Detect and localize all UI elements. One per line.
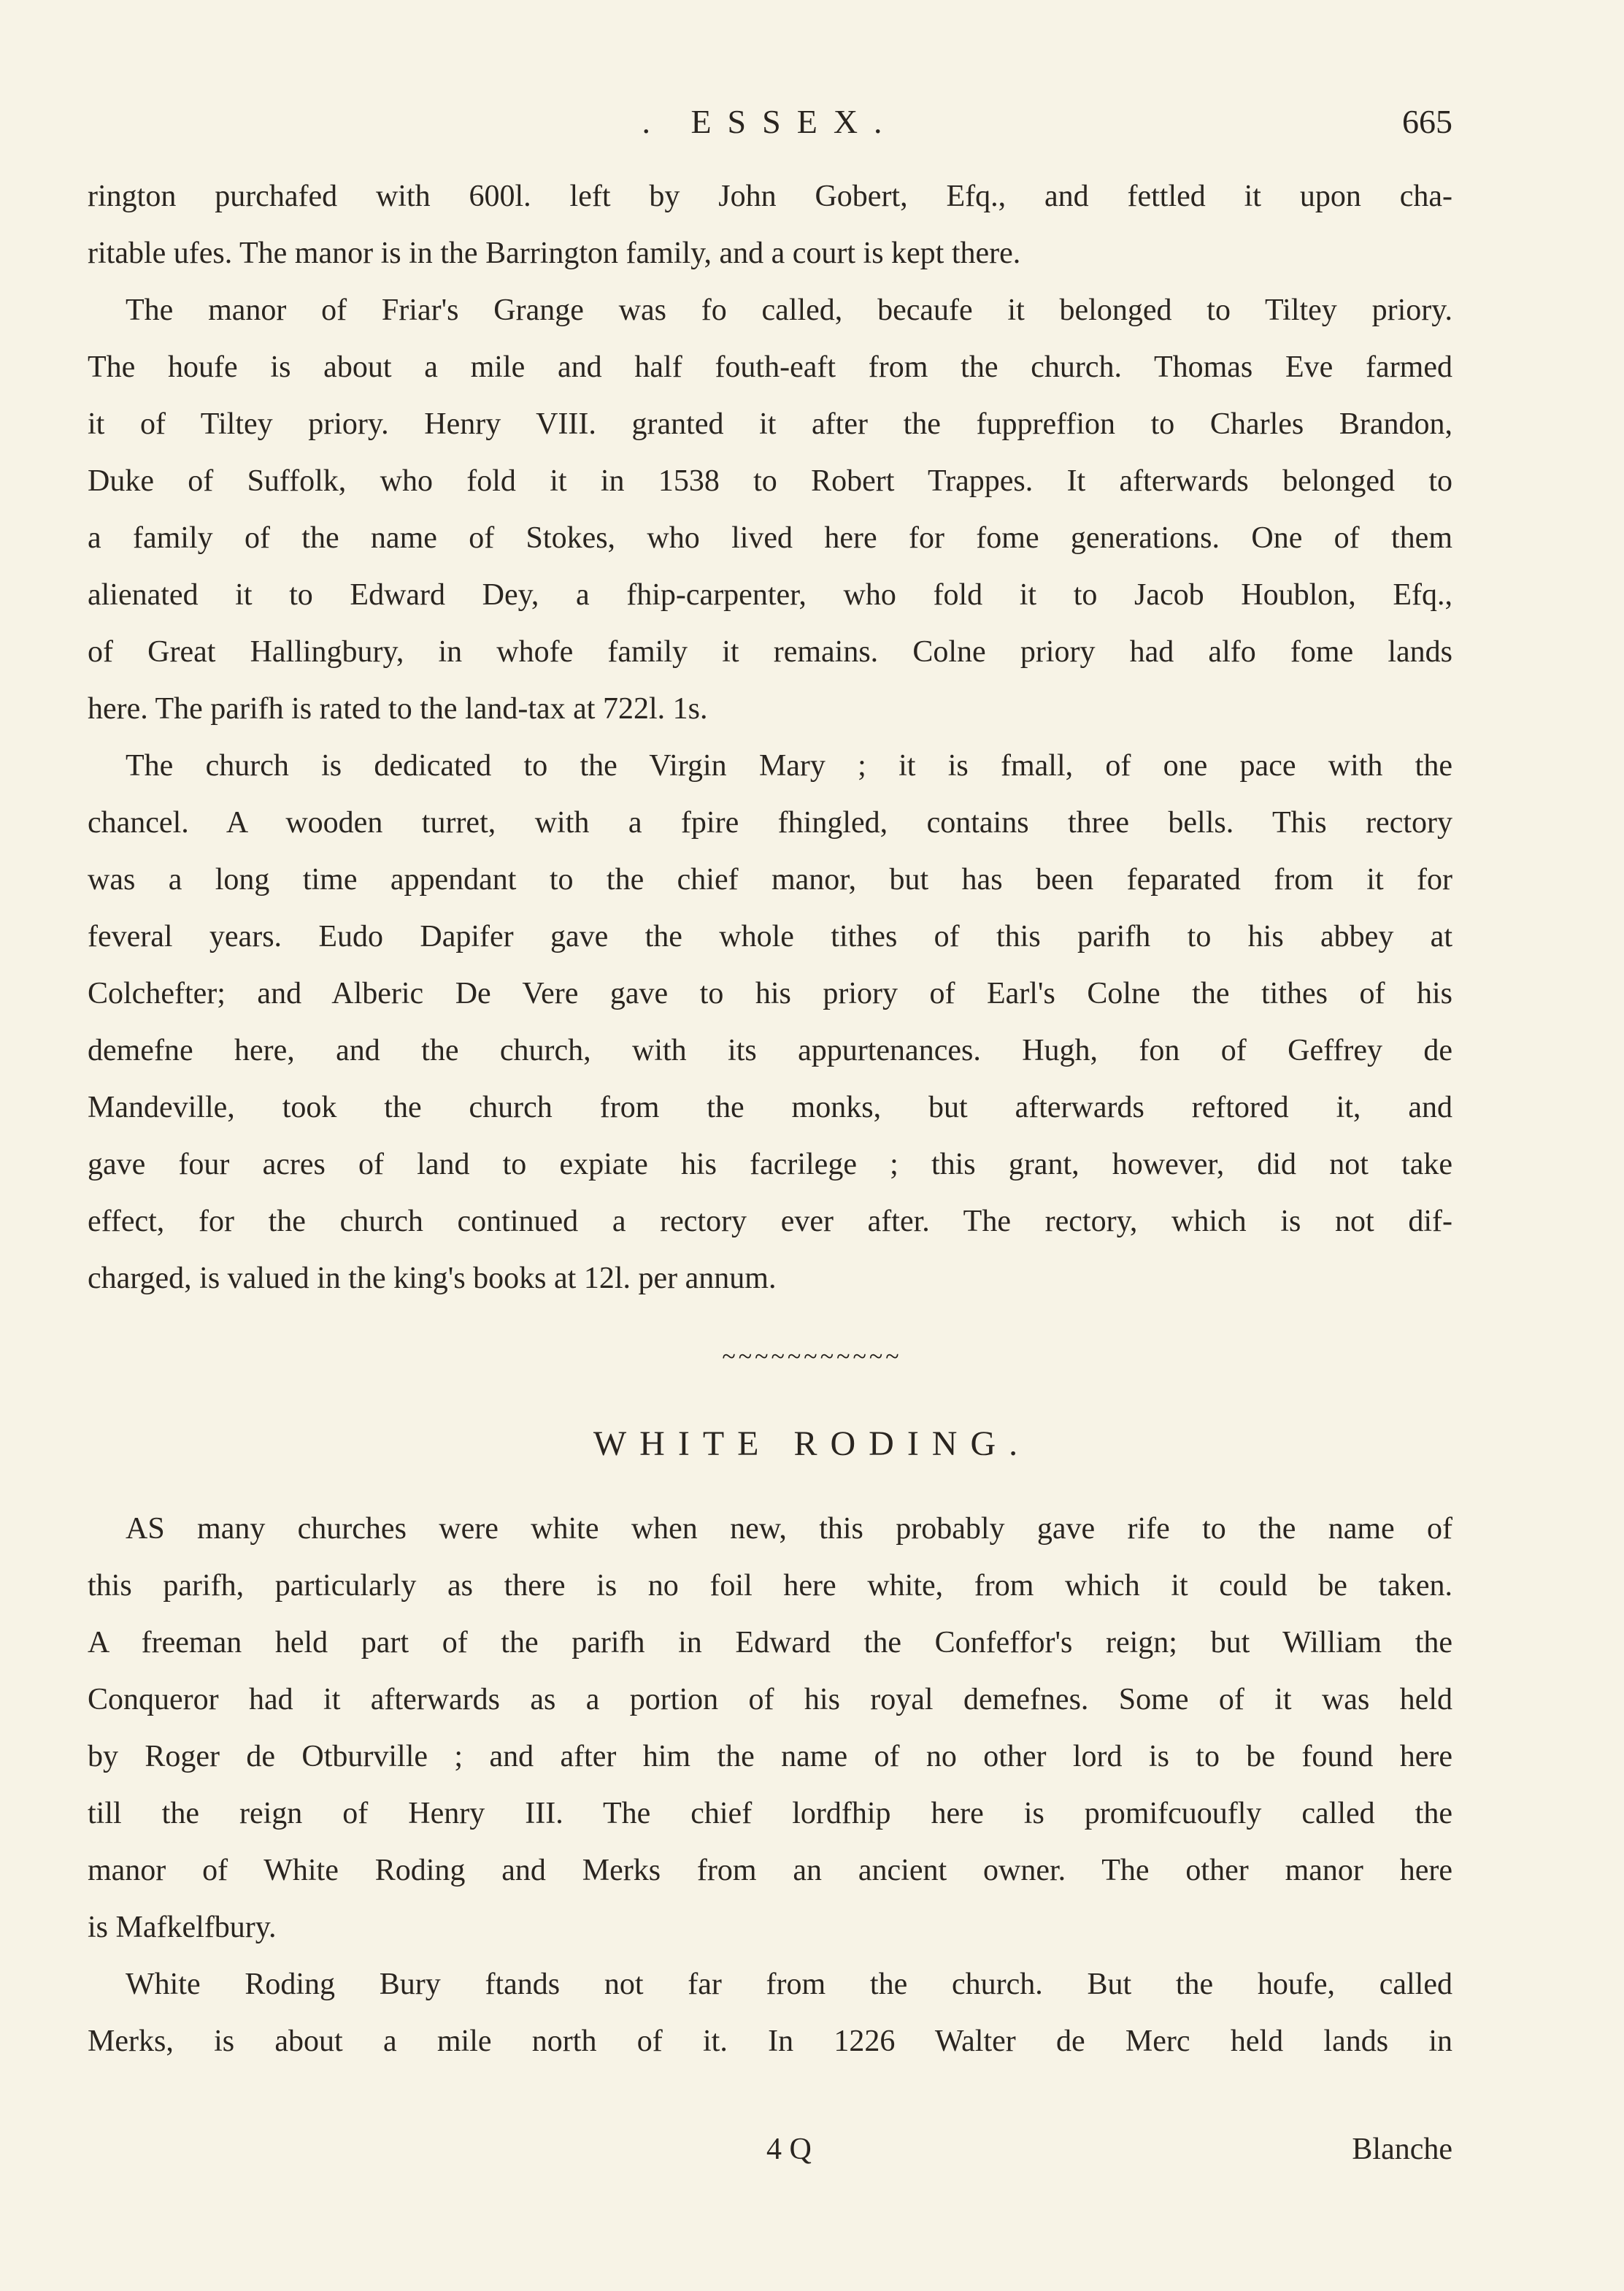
text-line: manor of White Roding and Merks from an ancient owner. The other manor here	[88, 1854, 1452, 1887]
text-line: chancel. A wooden turret, with a fpire fhingled, contains three bells. This rectory	[88, 806, 1452, 840]
text-line: The houfe is about a mile and half fouth-eaft from the church. Thomas Eve farmed	[88, 350, 1452, 384]
text-line: a family of the name of Stokes, who lived here for fome generations. One of them	[88, 521, 1452, 555]
text-line: AS many churches were white when new, this probably gave rife to the name of	[126, 1512, 1452, 1546]
text-line: rington purchafed with 600l. left by John Gobert, Efq., and fettled it upon cha-	[88, 180, 1452, 213]
text-line: by Roger de Otburville ; and after him the name of no other lord is to be found here	[88, 1740, 1452, 1773]
text-line: ritable ufes. The manor is in the Barrington family, and a court is kept there.	[88, 237, 1021, 270]
section-divider-ornament: ~~~~~~~~~~~	[722, 1343, 902, 1370]
text-line: Duke of Suffolk, who fold it in 1538 to Robert Trappes. It afterwards belonged to	[88, 464, 1452, 498]
signature-mark: 4 Q	[766, 2133, 812, 2166]
text-line: A freeman held part of the parifh in Edward the Confeffor's reign; but William the	[88, 1626, 1452, 1659]
text-line: effect, for the church continued a rectory ever after. The rectory, which is not dif-	[88, 1205, 1452, 1238]
section-heading: WHITE RODING.	[593, 1424, 1031, 1463]
text-line: Mandeville, took the church from the monks, but afterwards reftored it, and	[88, 1091, 1452, 1124]
text-line: Colchefter; and Alberic De Vere gave to his priory of Earl's Colne the tithes of his	[88, 977, 1452, 1010]
section-text	[88, 168, 1452, 1307]
page-footer	[88, 2132, 1452, 2176]
text-line: of Great Hallingbury, in whofe family it remains. Colne priory had alfo fome lands	[88, 635, 1452, 669]
text-line: The church is dedicated to the Virgin Mary ; it is fmall, of one pace with the	[126, 749, 1452, 783]
text-line: till the reign of Henry III. The chief lordfhip here is promifcuoufly called the	[88, 1797, 1452, 1830]
text-line: demefne here, and the church, with its appurtenances. Hugh, fon of Geffrey de	[88, 1034, 1452, 1067]
catchword: Blanche	[1352, 2133, 1452, 2166]
page-header	[88, 102, 1452, 146]
section-text	[88, 1500, 1452, 2070]
text-line: The manor of Friar's Grange was fo called, becaufe it belonged to Tiltey priory.	[126, 293, 1452, 327]
text-line: gave four acres of land to expiate his facrilege ; this grant, however, did not take	[88, 1148, 1452, 1181]
text-line: feveral years. Eudo Dapifer gave the whole tithes of this parifh to his abbey at	[88, 920, 1452, 953]
text-line: is Mafkelfbury.	[88, 1911, 277, 1944]
text-line: White Roding Bury ftands not far from the church. But the houfe, called	[126, 1968, 1452, 2001]
text-line: here. The parifh is rated to the land-tax at 722l. 1s.	[88, 692, 708, 726]
page-number: 665	[1402, 103, 1452, 140]
text-line: this parifh, particularly as there is no foil here white, from which it could be taken.	[88, 1569, 1452, 1603]
text-line: was a long time appendant to the chief manor, but has been feparated from it for	[88, 863, 1452, 897]
text-line: charged, is valued in the king's books at 12l. per annum.	[88, 1262, 777, 1295]
text-line: Merks, is about a mile north of it. In 1226 Walter de Merc held lands in	[88, 2025, 1452, 2058]
text-line: alienated it to Edward Dey, a fhip-carpenter, who fold it to Jacob Houblon, Efq.,	[88, 578, 1452, 612]
text-line: Conqueror had it afterwards as a portion of his royal demefnes. Some of it was held	[88, 1683, 1452, 1716]
running-head: . ESSEX.	[642, 103, 898, 140]
text-line: it of Tiltey priory. Henry VIII. granted it after the fuppreffion to Charles Brandon,	[88, 407, 1452, 441]
